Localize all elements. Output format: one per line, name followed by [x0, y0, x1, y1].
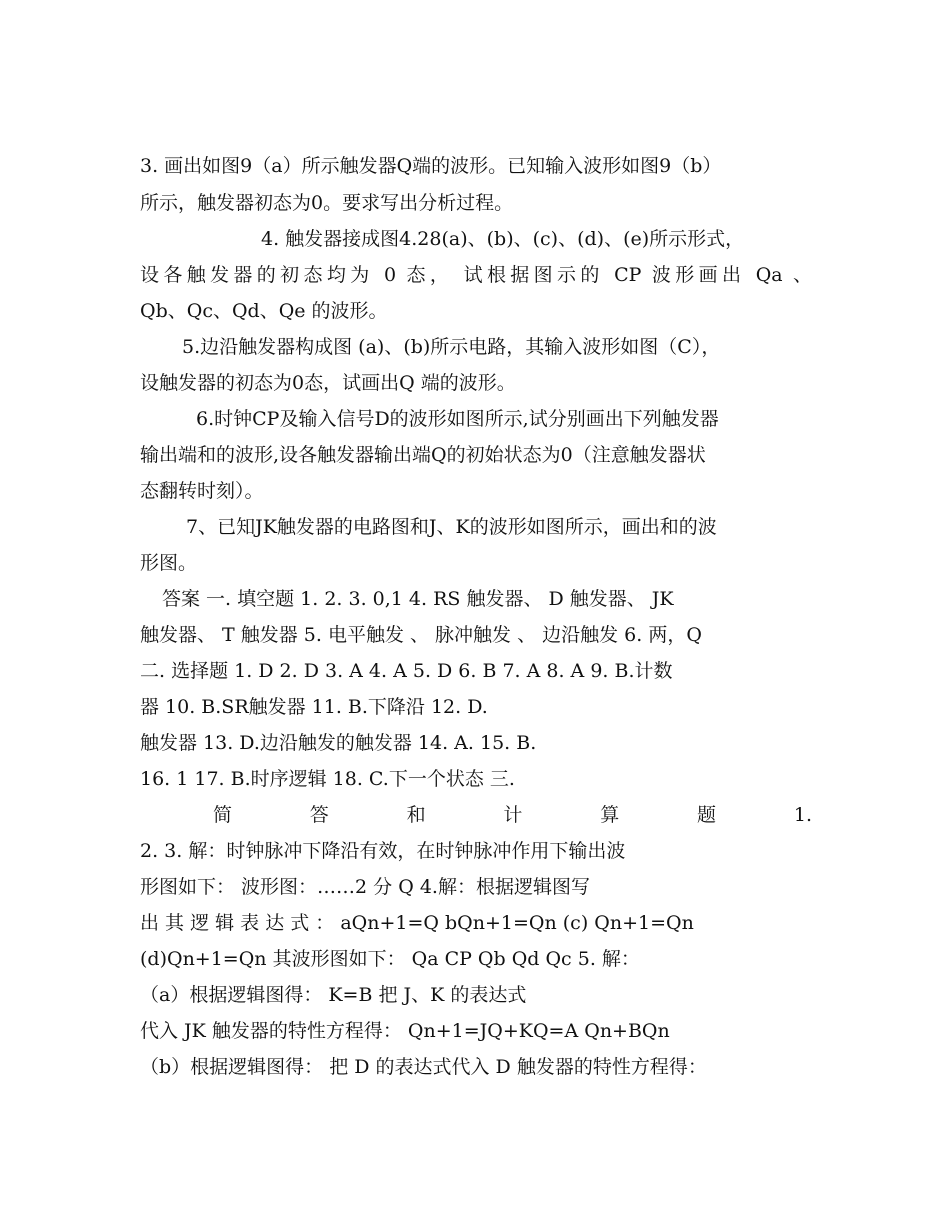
text-line-9: 输出端和的波形,设各触发器输出端Q的初始状态为0（注意触发器状	[140, 444, 706, 466]
text-line-6: 5.边沿触发器构成图 (a)、(b)所示电路，其输入波形如图（C），	[182, 336, 721, 358]
text-line-8: 6.时钟CP及输入信号D的波形如图所示,试分别画出下列触发器	[196, 408, 719, 430]
text-line-21: 形图如下： 波形图：……2 分 Q 4.解：根据逻辑图写	[140, 876, 590, 898]
text-line-24: （a）根据逻辑图得： K=B 把 J、K 的表达式	[140, 984, 527, 1006]
text-line-3: 4. 触发器接成图4.28(a)、(b)、(c)、(d)、(e)所示形式，	[261, 228, 745, 250]
text-line-19: 简 答 和 计 算 题 1.	[213, 804, 812, 826]
text-line-14: 触发器、 T 触发器 5. 电平触发 、 脉冲触发 、 边沿触发 6. 两，Q	[140, 624, 702, 646]
text-line-11: 7、已知JK触发器的电路图和J、K的波形如图所示，画出和的波	[186, 516, 717, 538]
text-line-17: 触发器 13. D.边沿触发的触发器 14. A. 15. B.	[140, 732, 537, 754]
text-line-15: 二. 选择题 1. D 2. D 3. A 4. A 5. D 6. B 7. A 8. A 9. B.计数	[140, 660, 673, 682]
text-line-16: 器 10. B.SR触发器 11. B.下降沿 12. D.	[140, 696, 488, 718]
text-line-13: 答案 一. 填空题 1. 2. 3. 0,1 4. RS 触发器、 D 触发器、 JK	[162, 588, 674, 610]
text-line-26: （b）根据逻辑图得： 把 D 的表达式代入 D 触发器的特性方程得：	[140, 1056, 707, 1078]
text-line-20: 2. 3. 解：时钟脉冲下降沿有效，在时钟脉冲作用下输出波	[140, 840, 626, 862]
text-line-4: 设各触发器的初态均为 0 态， 试根据图示的 CP 波形画出 Qa 、	[140, 264, 812, 286]
text-line-12: 形图。	[140, 552, 198, 574]
text-line-7: 设触发器的初态为0态，试画出Q 端的波形。	[140, 372, 516, 394]
text-line-2: 所示，触发器初态为0。要求写出分析过程。	[140, 192, 514, 214]
text-line-1: 3. 画出如图9（a）所示触发器Q端的波形。已知输入波形如图9（b）	[140, 155, 722, 177]
text-line-18: 16. 1 17. B.时序逻辑 18. C.下一个状态 三.	[140, 768, 515, 790]
text-line-10: 态翻转时刻）。	[140, 480, 264, 502]
text-line-25: 代入 JK 触发器的特性方程得： Qn+1=JQ+KQ=A Qn+BQn	[140, 1020, 670, 1042]
text-line-23: (d)Qn+1=Qn 其波形图如下： Qa CP Qb Qd Qc 5. 解：	[140, 948, 640, 970]
text-line-22: 出 其 逻 辑 表 达 式 ： aQn+1=Q bQn+1=Qn (c) Qn+1=Qn	[140, 912, 694, 934]
text-line-5: Qb、Qc、Qd、Qe 的波形。	[140, 300, 388, 322]
